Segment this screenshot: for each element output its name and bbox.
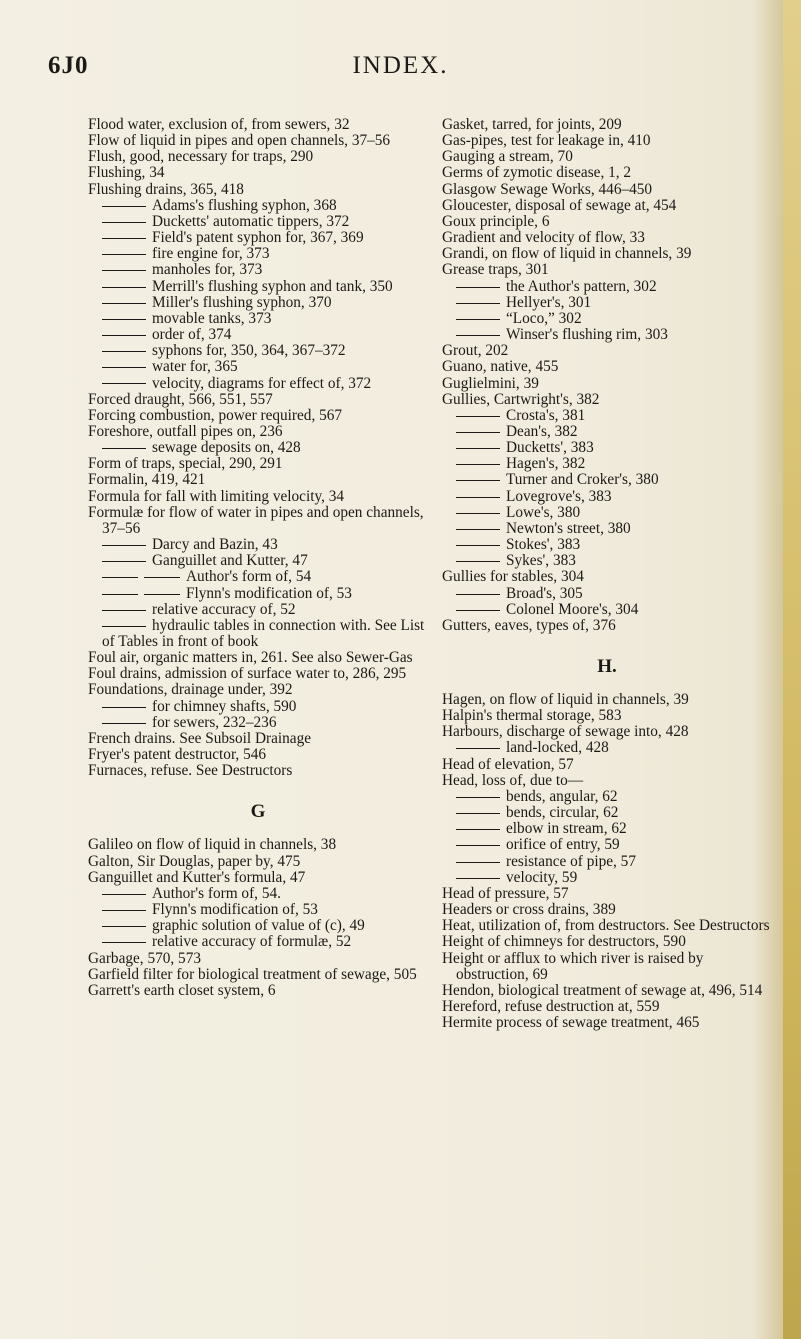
index-subentry [442, 870, 772, 886]
index-subentry [88, 311, 428, 327]
index-subentry [88, 359, 428, 375]
index-entry [442, 343, 772, 359]
index-subentry [442, 440, 772, 456]
entry-text: Fryer's patent destructor, 546 [88, 746, 267, 764]
index-entry [442, 618, 772, 634]
entry-text: Merrill's flushing syphon and tank, 350 [152, 277, 393, 295]
ditto-rule [456, 594, 500, 595]
entry-text: Garrett's earth closet system, 6 [88, 981, 276, 999]
ditto-rule [102, 577, 138, 578]
entry-text: Height of chimneys for destructors, 590 [442, 933, 686, 951]
index-subentry [88, 699, 428, 715]
ditto-rule [456, 303, 500, 304]
index-subentry [88, 279, 428, 295]
entry-text: Flynn's modification of, 53 [186, 584, 352, 602]
entry-text: Head, loss of, due to— [442, 771, 584, 789]
entry-text: Field's patent syphon for, 367, 369 [152, 229, 364, 247]
index-subentry [442, 537, 772, 553]
page-header [0, 52, 801, 92]
entry-text: Gutters, eaves, types of, 376 [442, 616, 616, 634]
entry-text: Hendon, biological treatment of sewage at, 496, 514 [442, 981, 763, 999]
entry-text: for sewers, 232–236 [152, 713, 277, 731]
index-entry [88, 149, 428, 165]
index-entry [442, 1015, 772, 1031]
entry-text: Foul drains, admission of surface water to, 286, 295 [88, 665, 407, 683]
entry-text: sewage deposits on, 428 [152, 439, 301, 457]
ditto-rule [102, 594, 138, 595]
entry-text: Glasgow Sewage Works, 446–450 [442, 180, 653, 198]
ditto-rule [102, 723, 146, 724]
index-entry [442, 182, 772, 198]
ditto-rule [456, 878, 500, 879]
entry-text: Gullies for stables, 304 [442, 568, 584, 586]
entry-text: Adams's flushing syphon, 368 [152, 196, 337, 214]
index-entry [442, 359, 772, 375]
index-subentry [88, 262, 428, 278]
ditto-rule [456, 829, 500, 830]
entry-text: Colonel Moore's, 304 [506, 600, 639, 618]
ditto-rule [102, 254, 146, 255]
index-subentry [442, 472, 772, 488]
index-entry [442, 902, 772, 918]
entry-text: Grout, 202 [442, 342, 509, 360]
entry-text: bends, angular, 62 [506, 787, 618, 805]
index-subentry [442, 854, 772, 870]
entry-text: Foundations, drainage under, 392 [88, 681, 293, 699]
index-entry [88, 392, 428, 408]
index-entry [88, 165, 428, 181]
index-entry [442, 757, 772, 773]
index-subentry [88, 902, 428, 918]
entry-text: Head of pressure, 57 [442, 884, 569, 902]
index-subentry [442, 489, 772, 505]
entry-text: Ducketts', 383 [506, 439, 594, 457]
ditto-rule [102, 270, 146, 271]
index-entry [442, 983, 772, 999]
ditto-rule [456, 319, 500, 320]
index-subentry [442, 789, 772, 805]
entry-text: Hagen's, 382 [506, 455, 586, 473]
index-entry [442, 376, 772, 392]
index-subentry [442, 327, 772, 343]
ditto-rule [102, 383, 146, 384]
index-subentry [88, 569, 428, 585]
entry-text: French drains. See Subsoil Drainage [88, 729, 312, 747]
entry-text: relative accuracy of formulæ, 52 [152, 933, 352, 951]
index-subentry [442, 805, 772, 821]
index-subentry [88, 602, 428, 618]
entry-text: Gas-pipes, test for leakage in, 410 [442, 132, 651, 150]
index-subentry [442, 602, 772, 618]
ditto-rule [144, 577, 180, 578]
entry-text: velocity, 59 [506, 868, 578, 886]
ditto-rule [102, 319, 146, 320]
entry-text: Garbage, 570, 573 [88, 949, 201, 967]
index-subentry [442, 837, 772, 853]
entry-text: Hagen, on flow of liquid in channels, 39 [442, 691, 689, 708]
entry-text: Galileo on flow of liquid in channels, 38 [88, 836, 337, 854]
index-subentry [442, 408, 772, 424]
ditto-rule [102, 942, 146, 943]
index-entry [442, 999, 772, 1015]
entry-text: Flynn's modification of, 53 [152, 901, 318, 919]
index-entry [88, 983, 428, 999]
entry-text: Newton's street, 380 [506, 519, 631, 537]
index-subentry [88, 553, 428, 569]
entry-text: for chimney shafts, 590 [152, 697, 297, 715]
entry-text: resistance of pipe, 57 [506, 852, 636, 870]
index-entry [442, 165, 772, 181]
ditto-rule [456, 561, 500, 562]
entry-text: Furnaces, refuse. See Destructors [88, 762, 293, 780]
ditto-rule [102, 561, 146, 562]
entry-text: fire engine for, 373 [152, 245, 270, 263]
index-subentry [442, 821, 772, 837]
entry-text: “Loco,” 302 [506, 309, 582, 327]
entry-text: Gloucester, disposal of sewage at, 454 [442, 196, 677, 214]
index-subentry [88, 715, 428, 731]
entry-text: Garfield filter for biological treatment of sewage, 505 [88, 965, 417, 983]
index-entry [442, 230, 772, 246]
ditto-rule [102, 707, 146, 708]
entry-text: Guano, native, 455 [442, 358, 559, 376]
ditto-rule [144, 594, 180, 595]
entry-text: Gauging a stream, 70 [442, 148, 573, 166]
ditto-rule [102, 448, 146, 449]
index-subentry [442, 586, 772, 602]
index-subentry [442, 279, 772, 295]
index-entry [442, 262, 772, 278]
ditto-rule [456, 335, 500, 336]
entry-text: land-locked, 428 [506, 739, 609, 757]
ditto-rule [456, 545, 500, 546]
ditto-rule [456, 513, 500, 514]
index-subentry [88, 246, 428, 262]
index-entry [442, 214, 772, 230]
index-entry [88, 408, 428, 424]
index-entry [88, 870, 428, 886]
index-subentry [88, 327, 428, 343]
index-subentry [442, 456, 772, 472]
ditto-rule [456, 287, 500, 288]
ditto-rule [102, 238, 146, 239]
index-subentry [88, 586, 428, 602]
ditto-rule [456, 529, 500, 530]
ditto-rule [456, 610, 500, 611]
index-entry [442, 149, 772, 165]
entry-text: Flushing, 34 [88, 164, 165, 182]
ditto-rule [102, 910, 146, 911]
index-entry [88, 424, 428, 440]
index-subentry [88, 440, 428, 456]
index-entry [88, 182, 428, 198]
entry-text: orifice of entry, 59 [506, 836, 620, 854]
index-entry [88, 951, 428, 967]
index-entry [442, 117, 772, 133]
entry-text: hydraulic tables in connection with. See List of Tables in front of book [102, 616, 425, 650]
entry-text: Height or afflux to which river is raised by obstruction, 69 [442, 949, 704, 983]
entry-text: Miller's flushing syphon, 370 [152, 293, 332, 311]
index-subentry [88, 343, 428, 359]
index-subentry [442, 311, 772, 327]
entry-text: Galton, Sir Douglas, paper by, 475 [88, 852, 301, 870]
entry-text: Darcy and Bazin, 43 [152, 536, 278, 554]
entry-text: syphons for, 350, 364, 367–372 [152, 342, 346, 360]
index-subentry [88, 295, 428, 311]
index-entry [442, 198, 772, 214]
page-title: INDEX. [352, 52, 449, 79]
ditto-rule [102, 926, 146, 927]
ditto-rule [456, 497, 500, 498]
entry-text: movable tanks, 373 [152, 309, 272, 327]
index-entry [442, 951, 772, 983]
index-subentry [442, 505, 772, 521]
index-subentry [442, 424, 772, 440]
entry-text: Goux principle, 6 [442, 212, 550, 230]
ditto-rule [102, 287, 146, 288]
entry-text: Lowe's, 380 [506, 503, 581, 521]
entry-text: Forced draught, 566, 551, 557 [88, 390, 273, 408]
entry-text: Crosta's, 381 [506, 406, 586, 424]
index-entry [88, 505, 428, 537]
entry-text: Grease traps, 301 [442, 261, 549, 279]
index-entry [88, 682, 428, 698]
ditto-rule [102, 222, 146, 223]
ditto-rule [102, 626, 146, 627]
entry-text: Ganguillet and Kutter's formula, 47 [88, 868, 306, 886]
entry-text: Headers or cross drains, 389 [442, 901, 616, 919]
index-entry [442, 708, 772, 724]
ditto-rule [102, 303, 146, 304]
entry-text: relative accuracy of, 52 [152, 600, 296, 618]
ditto-rule [456, 480, 500, 481]
entry-text: Formulæ for flow of water in pipes and open channels, 37–56 [88, 503, 424, 537]
index-subentry [442, 553, 772, 569]
index-subentry [88, 198, 428, 214]
entry-text: Formula for fall with limiting velocity, 34 [88, 487, 345, 505]
index-subentry [442, 521, 772, 537]
ditto-rule [456, 845, 500, 846]
index-entry [88, 967, 428, 983]
section-letter: H. [597, 656, 617, 677]
entry-text: Forcing combustion, power required, 567 [88, 406, 343, 424]
entry-text: order of, 374 [152, 326, 232, 344]
entry-text: Sykes', 383 [506, 552, 576, 570]
index-entry [88, 133, 428, 149]
entry-text: Hermite process of sewage treatment, 465 [442, 1014, 700, 1032]
entry-text: Form of traps, special, 290, 291 [88, 455, 283, 473]
index-entry [442, 569, 772, 585]
entry-text: Ducketts' automatic tippers, 372 [152, 212, 350, 230]
index-entry [88, 763, 428, 779]
entry-text: Formalin, 419, 421 [88, 471, 206, 489]
entry-text: velocity, diagrams for effect of, 372 [152, 374, 372, 392]
index-entry [442, 773, 772, 789]
entry-text: Turner and Croker's, 380 [506, 471, 659, 489]
ditto-rule [456, 416, 500, 417]
index-entry [442, 886, 772, 902]
entry-text: Gullies, Cartwright's, 382 [442, 390, 600, 408]
ditto-rule [456, 748, 500, 749]
ditto-rule [102, 894, 146, 895]
ditto-rule [102, 335, 146, 336]
index-entry [442, 133, 772, 149]
entry-text: graphic solution of value of (c), 49 [152, 917, 365, 935]
index-entry [442, 918, 772, 934]
entry-text: Hereford, refuse destruction at, 559 [442, 997, 660, 1015]
entry-text: Ganguillet and Kutter, 47 [152, 552, 308, 570]
entry-text: Halpin's thermal storage, 583 [442, 707, 622, 725]
index-subentry [88, 886, 428, 902]
index-subentry [88, 918, 428, 934]
entry-text: Heat, utilization of, from destructors. See Destructors [442, 917, 770, 935]
index-subentry [88, 214, 428, 230]
entry-text: Foul air, organic matters in, 261. See also Sewer-Gas [88, 649, 413, 667]
ditto-rule [456, 464, 500, 465]
ditto-rule [456, 813, 500, 814]
entry-text: Dean's, 382 [506, 422, 578, 440]
index-entry [88, 117, 428, 133]
index-column-right [442, 117, 772, 1031]
entry-text: Hellyer's, 301 [506, 293, 592, 311]
index-entry [88, 837, 428, 853]
entry-text: Stokes', 383 [506, 536, 581, 554]
entry-text: Flow of liquid in pipes and open channels, 37–56 [88, 132, 391, 150]
entry-text: Harbours, discharge of sewage into, 428 [442, 723, 689, 741]
index-entry [88, 747, 428, 763]
entry-text: bends, circular, 62 [506, 804, 619, 822]
index-column-left [88, 117, 428, 999]
entry-text: Gasket, tarred, for joints, 209 [442, 116, 622, 133]
page-edge [783, 0, 801, 1339]
index-entry [88, 489, 428, 505]
index-entry [442, 246, 772, 262]
entry-text: Guglielmini, 39 [442, 374, 539, 392]
entry-text: manholes for, 373 [152, 261, 263, 279]
index-entry [88, 472, 428, 488]
ditto-rule [102, 351, 146, 352]
entry-text: Flood water, exclusion of, from sewers, 32 [88, 116, 350, 133]
entry-text: water for, 365 [152, 358, 238, 376]
ditto-rule [102, 206, 146, 207]
ditto-rule [102, 367, 146, 368]
section-letter: G [250, 801, 266, 823]
index-entry [88, 854, 428, 870]
index-entry [442, 934, 772, 950]
index-subentry [442, 295, 772, 311]
ditto-rule [456, 862, 500, 863]
entry-text: Grandi, on flow of liquid in channels, 39 [442, 245, 692, 263]
entry-text: Lovegrove's, 383 [506, 487, 612, 505]
entry-text: Flush, good, necessary for traps, 290 [88, 148, 314, 166]
index-subentry [88, 230, 428, 246]
ditto-rule [102, 610, 146, 611]
index-entry [88, 731, 428, 747]
index-subentry [88, 537, 428, 553]
ditto-rule [456, 432, 500, 433]
index-subentry [442, 740, 772, 756]
entry-text: Author's form of, 54 [186, 568, 312, 586]
index-subentry [88, 934, 428, 950]
entry-text: Author's form of, 54. [152, 884, 281, 902]
ditto-rule [456, 797, 500, 798]
index-subentry [88, 618, 428, 650]
page-number: 6J0 [48, 52, 89, 79]
entry-text: the Author's pattern, 302 [506, 277, 657, 295]
ditto-rule [102, 545, 146, 546]
ditto-rule [456, 448, 500, 449]
index-entry [88, 456, 428, 472]
entry-text: Foreshore, outfall pipes on, 236 [88, 422, 283, 440]
entry-text: Gradient and velocity of flow, 33 [442, 229, 645, 247]
entry-text: Head of elevation, 57 [442, 755, 574, 773]
entry-text: Broad's, 305 [506, 584, 583, 602]
entry-text: elbow in stream, 62 [506, 820, 627, 838]
index-entry [88, 666, 428, 682]
index-entry [88, 650, 428, 666]
index-entry [442, 724, 772, 740]
index-subentry [88, 376, 428, 392]
entry-text: Winser's flushing rim, 303 [506, 326, 668, 344]
index-entry [442, 392, 772, 408]
index-entry [442, 692, 772, 708]
entry-text: Germs of zymotic disease, 1, 2 [442, 164, 632, 182]
entry-text: Flushing drains, 365, 418 [88, 180, 244, 198]
